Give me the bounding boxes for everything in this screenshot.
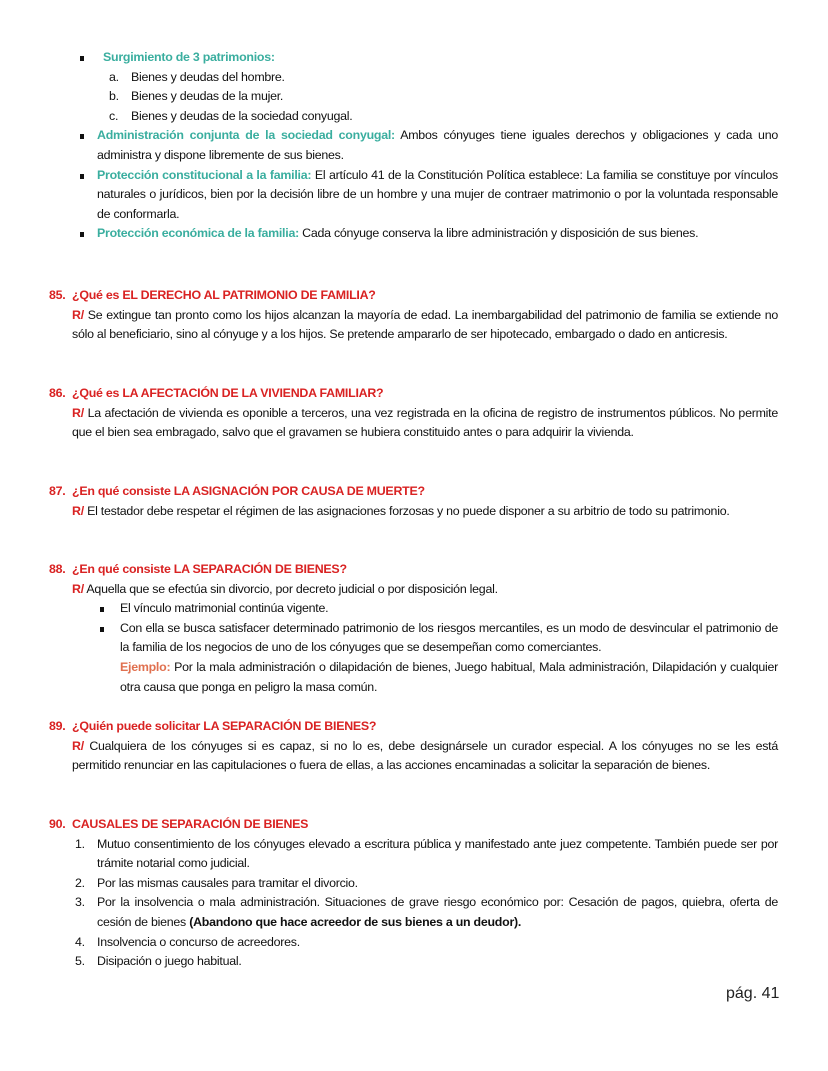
question-title: CAUSALES DE SEPARACIÓN DE BIENES xyxy=(72,817,309,831)
bullet-item xyxy=(120,599,778,619)
answer-prefix: R/ xyxy=(72,307,84,322)
list-marker: 4. xyxy=(75,934,85,949)
question-89 xyxy=(0,717,828,776)
bullet-icon xyxy=(80,56,84,61)
question-title: ¿En qué consiste LA ASIGNACIÓN POR CAUSA DE MUERTE? xyxy=(72,484,425,498)
list-text: Bienes y deudas de la mujer. xyxy=(131,89,284,104)
question-number: 86. xyxy=(49,386,66,400)
bullet-label: Surgimiento de 3 patrimonios: xyxy=(103,50,275,64)
question-88 xyxy=(0,560,828,697)
question-86 xyxy=(0,384,828,443)
bullet-item xyxy=(97,224,778,244)
list-item xyxy=(75,893,778,932)
list-marker: 3. xyxy=(75,895,85,910)
answer-prefix: R/ xyxy=(72,405,84,420)
question-87 xyxy=(0,482,828,521)
list-item xyxy=(75,835,778,874)
bullet-text: El artículo 41 de la Constitución Política establece: La familia se constituye por vínculos naturales o jurídicos, bien por la decisión libre de un hombre y una mujer de contraer matrimonio o por la voluntada responsable de conformarla. xyxy=(97,167,778,221)
bullet-icon xyxy=(80,174,84,179)
list-text: Por las mismas causales para tramitar el divorcio. xyxy=(97,875,358,890)
bullet-icon xyxy=(100,627,104,632)
list-marker: 2. xyxy=(75,875,85,890)
question-title: ¿Qué es LA AFECTACIÓN DE LA VIVIENDA FAMILIAR? xyxy=(72,386,384,400)
list-text: Bienes y deudas de la sociedad conyugal. xyxy=(131,108,353,123)
bullet-item xyxy=(97,166,778,225)
question-85 xyxy=(0,286,828,345)
bullet-label: Administración conjunta de la sociedad conyugal: xyxy=(97,128,395,143)
intro-section xyxy=(0,48,828,244)
list-text: Insolvencia o concurso de acreedores. xyxy=(97,934,300,949)
question-title: ¿Qué es EL DERECHO AL PATRIMONIO DE FAMILIA? xyxy=(72,288,376,302)
bullet-text: Con ella se busca satisfacer determinado patrimonio de los riesgos mercantiles, es un modo de desvincular el patrimonio de la familia de los negocios de uno de los cónyuges que se desempeñan como comerciantes. xyxy=(120,620,778,655)
list-marker: 5. xyxy=(75,954,85,969)
list-item xyxy=(75,933,778,953)
answer-text: La afectación de vivienda es oponible a terceros, una vez registrada en la oficina de registro de instrumentos públicos. No permite que el bien sea embragado, salvo que el gravamen se hubiera constituido antes o para adquirir la vivienda. xyxy=(72,405,778,440)
list-text: Disipación o juego habitual. xyxy=(97,954,242,969)
bullet-text: Ambos cónyuges tiene iguales derechos y obligaciones y cada uno administra y dispone libremente de sus bienes. xyxy=(97,128,778,162)
bullet-label: Protección constitucional a la familia: xyxy=(97,167,312,182)
list-item xyxy=(109,87,828,107)
question-number: 90. xyxy=(49,817,66,831)
list-marker: 1. xyxy=(75,836,85,851)
list-item xyxy=(75,952,778,972)
question-number: 89. xyxy=(49,719,66,733)
bullet-item xyxy=(120,619,778,697)
bullet-label: Protección económica de la familia: xyxy=(97,226,299,241)
list-text: Por la insolvencia o mala administración. Situaciones de grave riesgo económico por: Cesación de pagos, quiebra, oferta de cesión de bienes xyxy=(97,895,778,929)
answer-prefix: R/ xyxy=(72,738,84,753)
bullet-text: El vínculo matrimonial continúa vigente. xyxy=(120,601,329,616)
list-text-bold: (Abandono que hace acreedor de sus bienes a un deudor). xyxy=(189,914,522,929)
bullet-icon xyxy=(80,134,84,139)
question-number: 85. xyxy=(49,288,66,302)
answer-text: El testador debe respetar el régimen de las asignaciones forzosas y no puede disponer a su arbitrio de todo su patrimonio. xyxy=(83,503,730,518)
answer-prefix: R/ xyxy=(72,503,84,518)
list-marker: b. xyxy=(109,89,119,104)
answer-prefix: R/ xyxy=(72,581,84,596)
answer-text: Se extingue tan pronto como los hijos alcanzan la mayoría de edad. La inembargabilidad del patrimonio de familia se extiende no sólo al beneficiario, sino al cónyuge y a los hijos. Se pretende ampararlo de ser hipotecado, embargado o dado en anticresis. xyxy=(72,307,778,342)
bullet-icon xyxy=(80,232,84,237)
list-marker: a. xyxy=(109,69,119,84)
list-item xyxy=(109,68,828,88)
list-text: Bienes y deudas del hombre. xyxy=(131,69,285,84)
page-number: pág. 41 xyxy=(726,985,780,1002)
bullet-icon xyxy=(100,607,104,612)
list-item xyxy=(75,874,778,894)
list-text: Mutuo consentimiento de los cónyuges elevado a escritura pública y manifestado ante juez competente. También puede ser por trámite notarial como judicial. xyxy=(97,836,778,871)
list-item xyxy=(109,107,828,127)
answer-text: Aquella que se efectúa sin divorcio, por decreto judicial o por disposición legal. xyxy=(83,581,498,596)
question-90 xyxy=(0,815,828,972)
question-number: 87. xyxy=(49,484,66,498)
bullet-text: Cada cónyuge conserva la libre administración y disposición de sus bienes. xyxy=(298,226,699,241)
question-number: 88. xyxy=(49,562,66,576)
list-marker: c. xyxy=(109,108,119,123)
example-label: Ejemplo: xyxy=(120,659,171,674)
answer-text: Cualquiera de los cónyuges si es capaz, si no lo es, debe designársele un curador especial. A los cónyuges no se les está permitido renunciar en las capitulaciones o fuera de ellas, a las acciones encaminadas a solicitar la separación de bienes. xyxy=(72,738,778,773)
question-title: ¿Quién puede solicitar LA SEPARACIÓN DE BIENES? xyxy=(72,719,377,733)
example-text: Por la mala administración o dilapidación de bienes, Juego habitual, Mala administración, Dilapidación y cualquier otra causa que ponga en peligro la masa común. xyxy=(120,659,778,694)
bullet-item xyxy=(97,126,778,165)
question-title: ¿En qué consiste LA SEPARACIÓN DE BIENES? xyxy=(72,562,347,576)
